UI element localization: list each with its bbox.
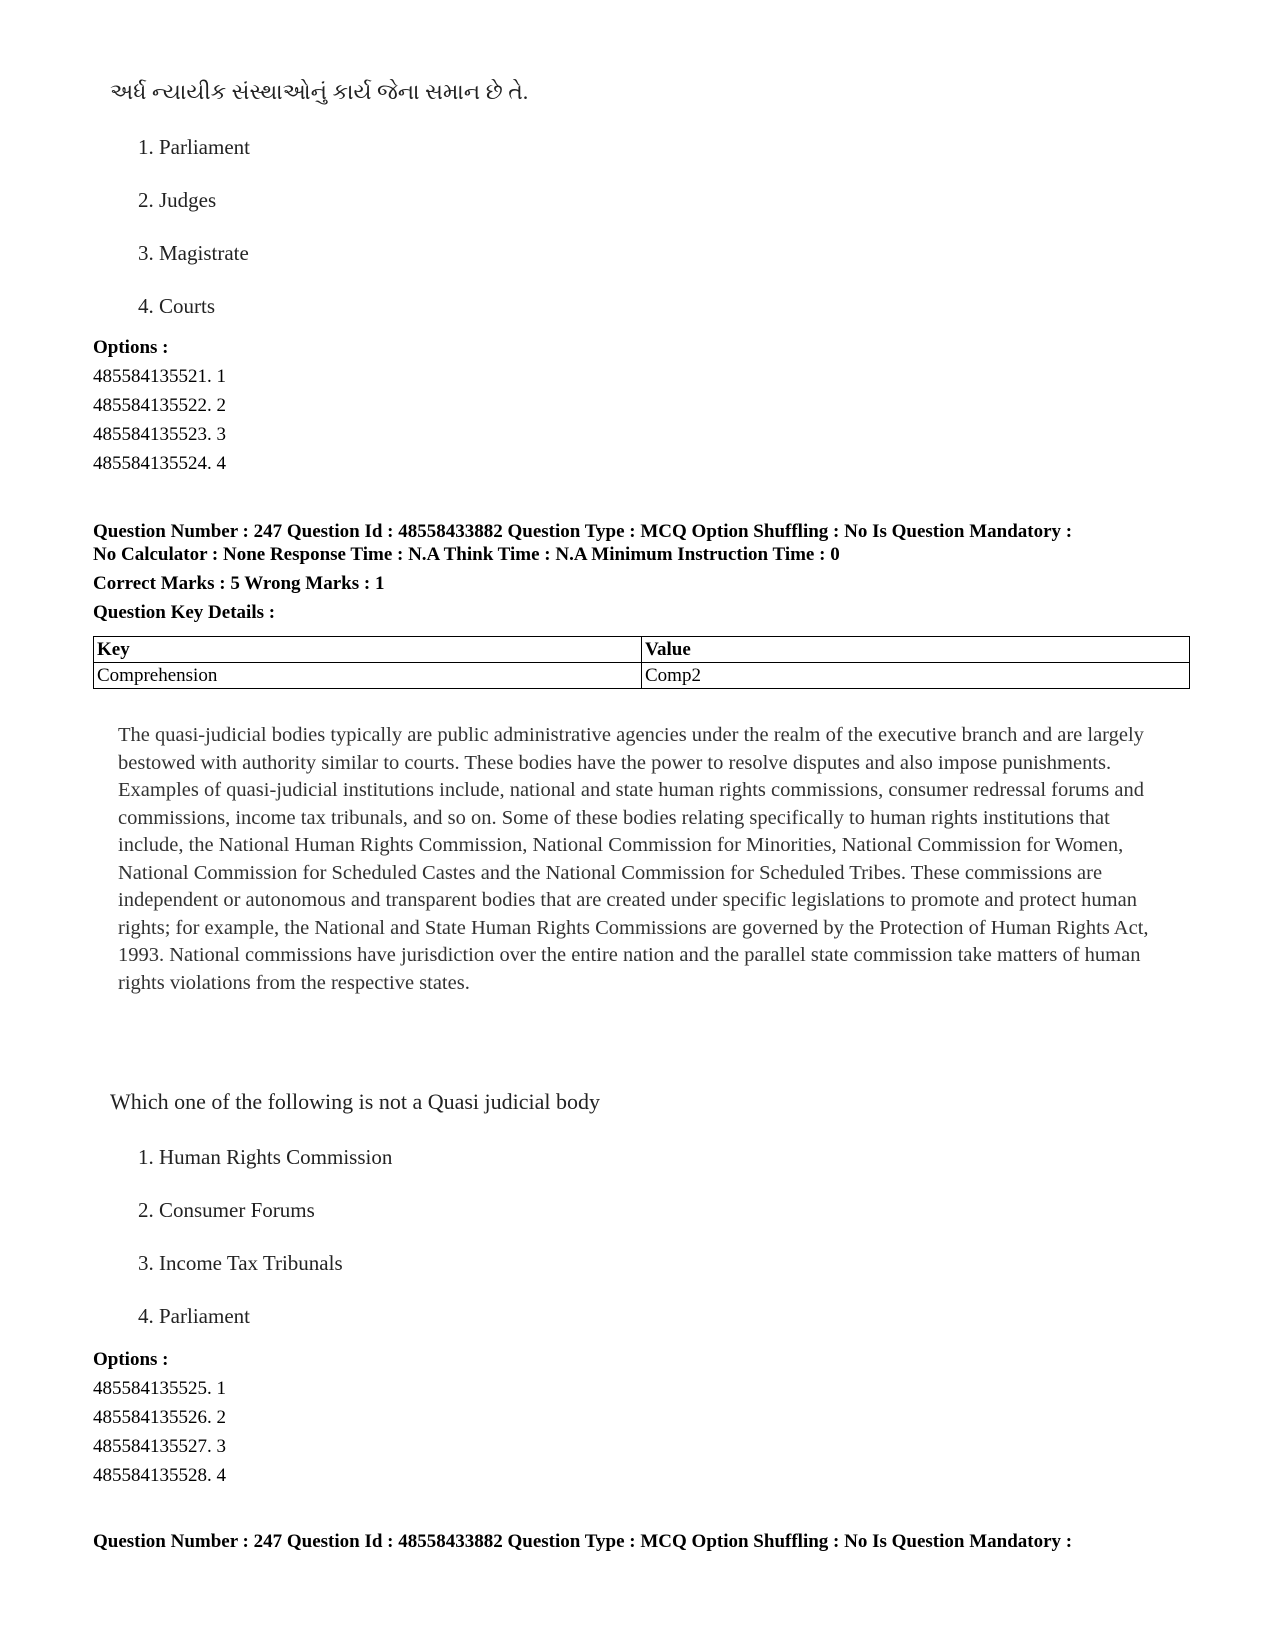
table-cell: Comprehension xyxy=(94,663,642,689)
option-item: 485584135523. 3 xyxy=(93,424,226,445)
question-meta-line: Question Number : 247 Question Id : 48558433882 Question Type : MCQ Option Shuffling : No Is Question Mandatory : xyxy=(93,1531,1073,1552)
option-item: 485584135522. 2 xyxy=(93,395,226,416)
key-details-table xyxy=(93,636,1190,689)
options-label: Options : xyxy=(93,337,169,358)
choice-item: 2. Consumer Forums xyxy=(138,1198,315,1222)
table-header-cell: Key xyxy=(94,637,642,663)
table-row xyxy=(94,663,1190,689)
choice-item: 1. Human Rights Commission xyxy=(138,1145,393,1169)
option-item: 485584135526. 2 xyxy=(93,1407,226,1428)
question-meta-line: No Calculator : None Response Time : N.A Think Time : N.A Minimum Instruction Time : 0 xyxy=(93,544,840,565)
comprehension-passage: The quasi-judicial bodies typically are public administrative agencies under the realm of the executive branch and are largely bestowed with authority similar to courts. These bodies have the power to resolve disputes and also impose punishments. Examples of quasi-judicial institutions include, national and state human rights commissions, consumer redressal forums and commissions, income tax tribunals, and so on. Some of these bodies relating specifically to human rights institutions that include, the National Human Rights Commission, National Commission for Minorities, National Commission for Women, National Commission for Scheduled Castes and the National Commission for Scheduled Tribes. These commissions are independent or autonomous and transparent bodies that are created under specific legislations to promote and protect human rights; for example, the National and State Human Rights Commissions are governed by the Protection of Human Rights Act, 1993. National commissions have jurisdiction over the entire nation and the parallel state commission take matters of human rights violations from the respective states. xyxy=(118,724,1149,994)
options-list xyxy=(93,362,226,478)
key-details-label: Question Key Details : xyxy=(93,602,276,623)
choice-item: 4. Courts xyxy=(138,294,216,318)
choice-item: 3. Income Tax Tribunals xyxy=(138,1251,343,1275)
table-cell: Comp2 xyxy=(642,663,1190,689)
marks-line: Correct Marks : 5 Wrong Marks : 1 xyxy=(93,573,385,594)
table-header-cell: Value xyxy=(642,637,1190,663)
question-meta-line: Question Number : 247 Question Id : 48558433882 Question Type : MCQ Option Shuffling : No Is Question Mandatory : xyxy=(93,521,1073,542)
question-meta xyxy=(93,1530,1193,1553)
option-item: 485584135528. 4 xyxy=(93,1465,226,1486)
choice-item: 2. Judges xyxy=(138,188,217,212)
choice-item: 4. Parliament xyxy=(138,1304,250,1328)
option-item: 485584135521. 1 xyxy=(93,366,226,387)
option-item: 485584135525. 1 xyxy=(93,1378,226,1399)
options-label: Options : xyxy=(93,1349,169,1370)
choice-list xyxy=(138,133,250,345)
choice-item: 1. Parliament xyxy=(138,135,250,159)
table-header-row xyxy=(94,637,1190,663)
question-stem: Which one of the following is not a Quasi judicial body xyxy=(110,1089,601,1114)
options-list xyxy=(93,1374,226,1490)
question-meta xyxy=(93,520,1193,566)
choice-item: 3. Magistrate xyxy=(138,241,249,265)
option-item: 485584135524. 4 xyxy=(93,453,226,474)
question-stem-gujarati: અર્ધ ન્યાયીક સંસ્થાઓનું કાર્ય જેના સમાન છે તે. xyxy=(110,79,529,104)
choice-list xyxy=(138,1143,392,1355)
option-item: 485584135527. 3 xyxy=(93,1436,226,1457)
